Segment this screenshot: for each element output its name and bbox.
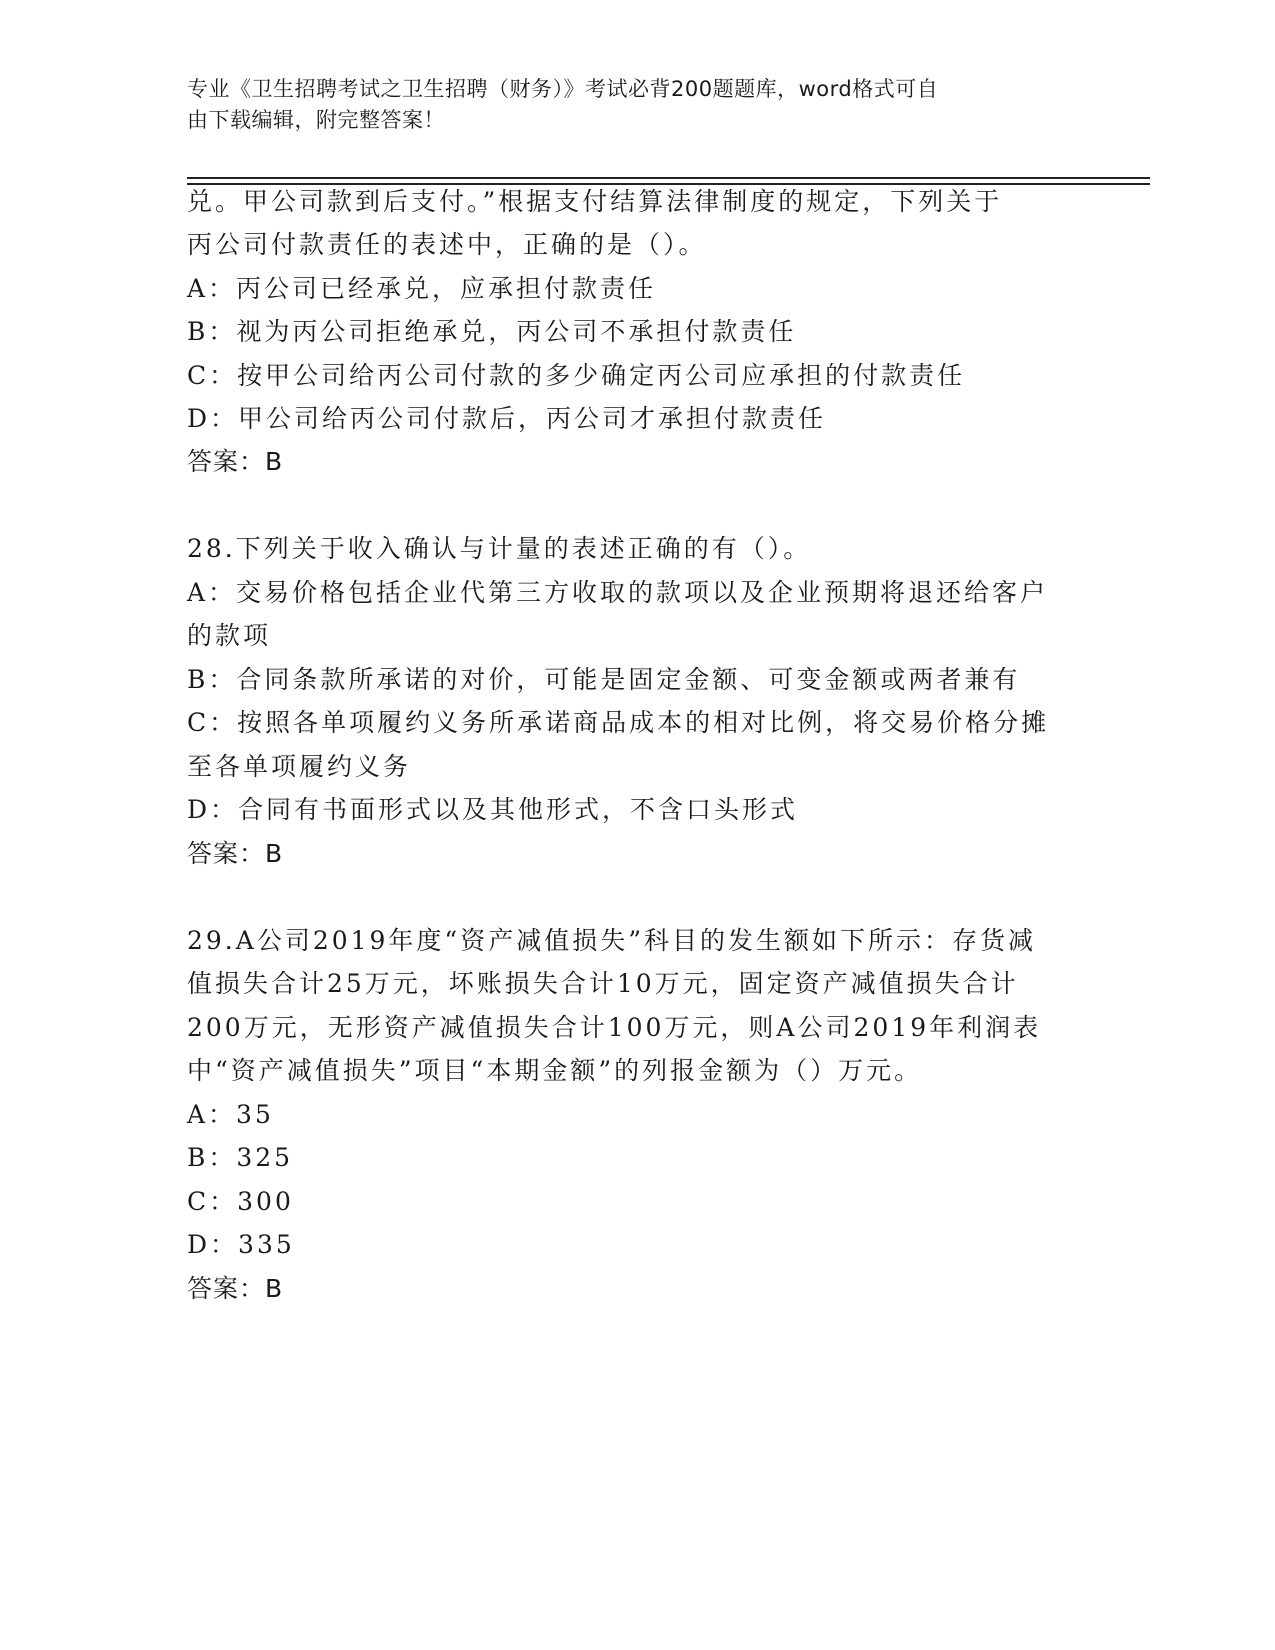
- question-stem-line: 29.A公司2019年度“资产减值损失”科目的发生额如下所示：存货减: [187, 926, 1036, 955]
- option-a: A：35: [187, 1100, 274, 1129]
- option-c-continued: 至各单项履约义务: [187, 752, 412, 781]
- header-divider-top: [187, 177, 1150, 179]
- option-c: C：按甲公司给丙公司付款的多少确定丙公司应承担的付款责任: [187, 361, 966, 390]
- answer-label: 答案：B: [187, 1274, 284, 1303]
- question-stem-line: 200万元，无形资产减值损失合计100万元，则A公司2019年利润表: [187, 1013, 1042, 1042]
- answer-label: 答案：B: [187, 839, 284, 868]
- question-stem-line: 丙公司付款责任的表述中，正确的是（）。: [187, 230, 707, 259]
- option-b: B：视为丙公司拒绝承兑，丙公司不承担付款责任: [187, 317, 797, 346]
- option-b: B：合同条款所承诺的对价，可能是固定金额、可变金额或两者兼有: [187, 665, 1021, 694]
- option-d: D：甲公司给丙公司付款后，丙公司才承担付款责任: [187, 404, 827, 433]
- option-a: A：丙公司已经承兑，应承担付款责任: [187, 274, 657, 303]
- option-c: C：按照各单项履约义务所承诺商品成本的相对比例，将交易价格分摊: [187, 708, 1050, 737]
- option-a-continued: 的款项: [187, 621, 272, 650]
- option-c: C：300: [187, 1187, 294, 1216]
- answer-label: 答案：B: [187, 447, 284, 476]
- option-a: A：交易价格包括企业代第三方收取的款项以及企业预期将退还给客户: [187, 578, 1049, 607]
- question-stem-line: 兑。甲公司款到后支付。”根据支付结算法律制度的规定，下列关于: [187, 187, 1003, 216]
- header-line-2: 由下载编辑，附完整答案！: [187, 108, 445, 132]
- question-stem-line: 28.下列关于收入确认与计量的表述正确的有（）。: [187, 534, 812, 563]
- question-stem-line: 中“资产减值损失”项目“本期金额”的列报金额为（）万元。: [187, 1056, 923, 1085]
- option-d: D：合同有书面形式以及其他形式，不含口头形式: [187, 795, 799, 824]
- header-line-1: 专业《卫生招聘考试之卫生招聘（财务）》考试必背200题题库，word格式可自: [187, 77, 939, 101]
- question-stem-line: 值损失合计25万元，坏账损失合计10万元，固定资产减值损失合计: [187, 969, 1019, 998]
- option-d: D：335: [187, 1230, 295, 1259]
- option-b: B：325: [187, 1143, 294, 1172]
- document-header: [187, 74, 1067, 136]
